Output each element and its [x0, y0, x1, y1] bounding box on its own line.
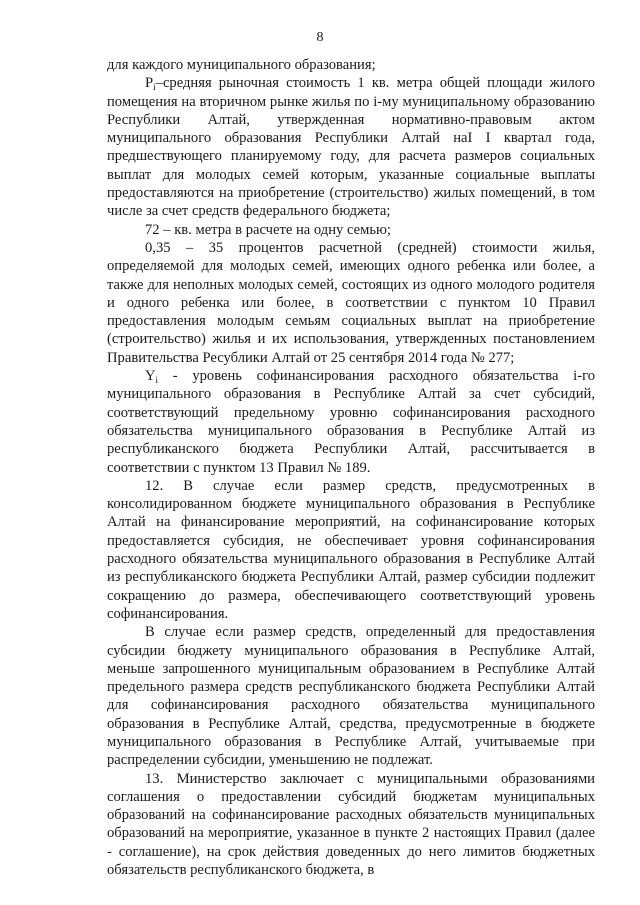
paragraph-item-12-cont: В случае если размер средств, определенный для предоставления субсидии бюджету муниципального образования в Республике Алтай, меньше запрошенного муниципальным образованием в Республике Алтай предельного размера средств республиканского бюджета Республики Алтай для софинансирования расходного обязательства муниципального образования в Республике Алтай, средства, предусмотренные в бюджете муниципального образования в Республике Алтай, учитываемые при распределении субсидии, уменьшению не подлежат.: [107, 624, 595, 769]
paragraph-item-12: 12. В случае если размер средств, предусмотренных в консолидированном бюджете муниципального образования в Республике Алтай на финансирование мероприятий, на софинансирование которых предоставляется субсидия, не обеспечивает уровня софинансирования расходного обязательства муниципального образования в Республике Алтай из республиканского бюджета Республики Алтай, размер субсидии подлежит сокращению до размера, обеспечивающего соответствующий уровень софинансирования.: [107, 477, 595, 622]
subscript-i: i: [153, 82, 156, 93]
paragraph-continuation: для каждого муниципального образования;: [107, 57, 376, 73]
paragraph-coefficient: 0,35 – 35 процентов расчетной (средней) стоимости жилья, определяемой для молодых семей, имеющих одного ребенка или более, а также для неполных молодых семей, состоящих из одного молодого родителя и одного ребенка или более, в соответствии с пунктом 10 Правил предоставления молодым семьям социальных выплат на приобретение (строительство) жилья и их использования, утвержденных постановлением Правительства Ресублики Алтай от 25 сентября 2014 года № 277;: [107, 239, 595, 366]
symbol-p: P: [145, 75, 154, 92]
page-number: 8: [316, 30, 324, 45]
subscript-i: i: [155, 375, 159, 386]
paragraph-pi-definition: [107, 74, 595, 220]
paragraph-yi-definition: [107, 367, 595, 477]
symbol-y: Y: [145, 368, 156, 385]
paragraph-text: –средняя рыночная стоимость 1 кв. метра общей площади жилого помещения на вторичном рынке жилья по i-му муниципальному образованию Республики Алтай, утвержденная нормативно-правовым актом муниципального образования Республики Алтай наI I квартал года, предшествующего планируемому году, для расчета размеров социальных выплат для молодых семей которым, указанные социальные выплаты предоставляются на приобретение (строительство) жилых помещений, в том числе за счет средств федерального бюджета;: [107, 75, 595, 220]
paragraph-area-norm: 72 – кв. метра в расчете на одну семью;: [145, 221, 391, 238]
paragraph-text: - уровень софинансирования расходного обязательства i-го муниципального образования в Республике Алтай за счет субсидий, соответствующий предельному уровню софинансирования расходного обязательства муниципального образования в Республике Алтай из республиканского бюджета Республики Алтай, рассчитывается в соответствии с пунктом 13 Правил № 189.: [107, 368, 595, 476]
paragraph-item-13: 13. Министерство заключает с муниципальными образованиями соглашения о предоставлении субсидий бюджетам муниципальных образований на софинансирование расходных обязательств муниципальных образований на мероприятие, указанное в пункте 2 настоящих Правил (далее - соглашение), на срок действия доведенных до него лимитов бюджетных обязательств республиканского бюджета, в: [107, 770, 595, 879]
document-body: [107, 56, 595, 879]
